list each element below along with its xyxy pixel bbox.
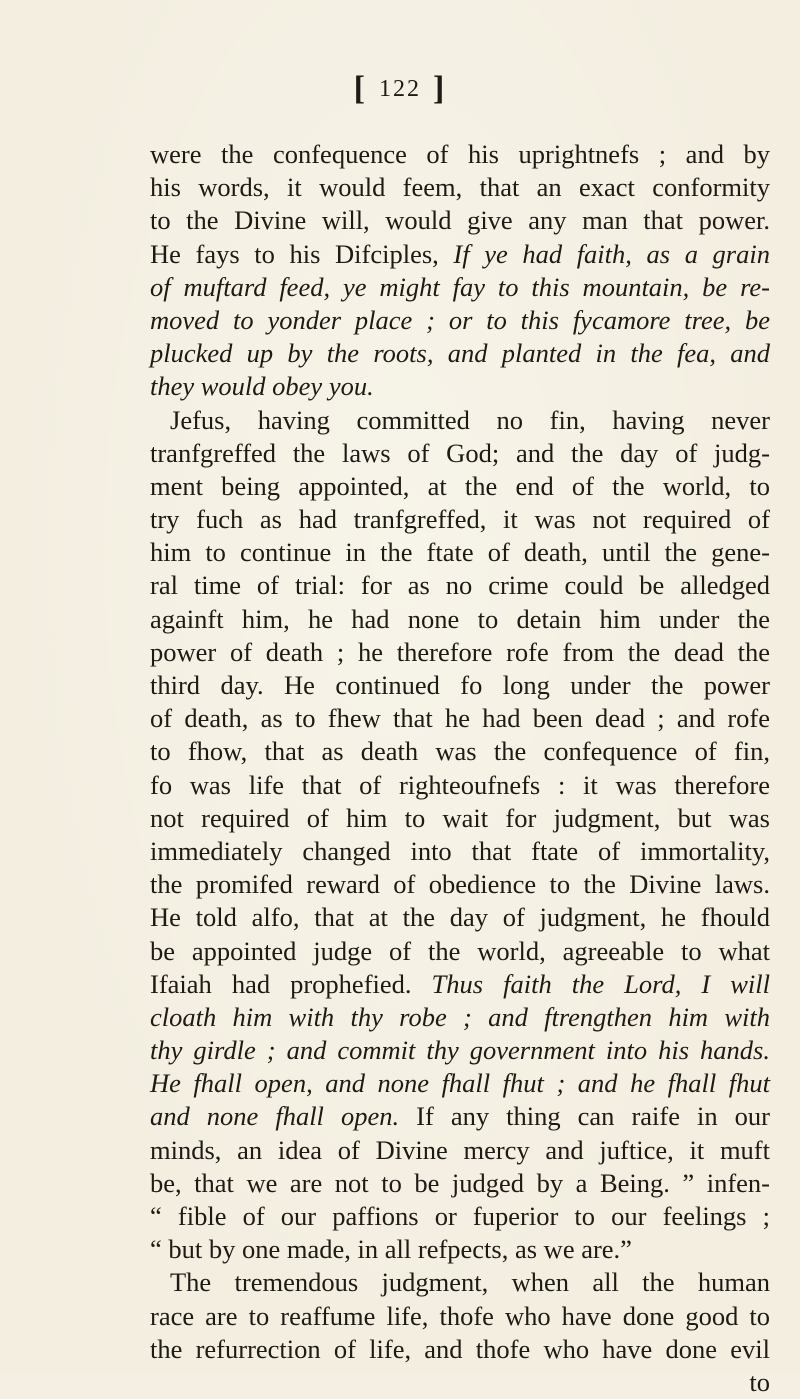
roman-text: Jefus, having committed no fin, having never xyxy=(170,404,770,435)
italic-text: Thus faith the Lord, I will xyxy=(431,968,770,999)
italic-text: moved to yonder place ; or to this fycamore tree, be xyxy=(150,304,770,335)
roman-text: try fuch as had tranfgreffed, it was not required of xyxy=(150,504,770,535)
roman-text: fo was life that of righteoufnefs : it was therefore xyxy=(150,769,770,800)
page-bracket-open: [ xyxy=(353,70,367,107)
roman-text: ral time of trial: for as no crime could be alledged xyxy=(150,570,770,601)
text-line xyxy=(150,901,770,934)
italic-text: thy girdle ; and commit thy government into his hands. xyxy=(150,1035,770,1066)
roman-text: If any thing can raife in our xyxy=(399,1101,770,1132)
italic-text: they would obey you. xyxy=(150,371,374,402)
roman-text: to the Divine will, would give any man that power. xyxy=(150,205,770,236)
text-line xyxy=(150,138,770,171)
roman-text: The tremendous judgment, when all the human xyxy=(170,1267,770,1298)
catchword: to xyxy=(749,1366,770,1397)
roman-text: ment being appointed, at the end of the world, to xyxy=(150,470,770,501)
roman-text: to fhow, that as death was the confequence of fin, xyxy=(150,736,770,767)
roman-text: be appointed judge of the world, agreeable to what xyxy=(150,935,770,966)
text-line xyxy=(150,769,770,802)
roman-text: Ifaiah had prophefied. xyxy=(150,968,432,999)
text-line xyxy=(150,1001,770,1034)
roman-text: “ but by one made, in all refpects, as we are.” xyxy=(150,1234,632,1265)
text-line xyxy=(150,735,770,768)
roman-text: the promifed reward of obedience to the Divine laws. xyxy=(150,869,770,900)
roman-text: immediately changed into that ftate of immortality, xyxy=(150,835,770,866)
text-line xyxy=(150,636,770,669)
roman-text: the refurrection of life, and thofe who have done evil xyxy=(150,1333,770,1364)
text-line xyxy=(150,1067,770,1100)
paragraph xyxy=(150,1266,770,1366)
text-line xyxy=(150,569,770,602)
italic-text: plucked up by the roots, and planted in the fea, and xyxy=(150,338,770,369)
roman-text: third day. He continued fo long under the power xyxy=(150,670,770,700)
roman-text: He fays to his Difciples, xyxy=(150,238,454,269)
text-line xyxy=(150,1134,770,1167)
italic-text: of muftard feed, ye might fay to this mountain, be re- xyxy=(150,271,770,302)
text-line xyxy=(150,868,770,901)
text-line xyxy=(150,935,770,968)
roman-text: him to continue in the ftate of death, until the gene- xyxy=(150,537,770,568)
roman-text: his words, it would feem, that an exact conformity xyxy=(150,172,770,203)
text-line xyxy=(150,470,770,503)
italic-text: If ye had faith, as a grain xyxy=(453,238,770,269)
text-line xyxy=(150,1167,770,1200)
text-line xyxy=(150,603,770,636)
text-line xyxy=(150,304,770,337)
roman-text: “ fible of our paffions or fuperior to our feelings ; xyxy=(150,1201,770,1231)
text-line xyxy=(150,1034,770,1067)
text-line xyxy=(150,1266,770,1299)
italic-text: and none fhall open. xyxy=(150,1101,400,1132)
text-line xyxy=(150,171,770,204)
paragraph xyxy=(150,138,770,404)
roman-text: not required of him to wait for judgment, but was xyxy=(150,802,770,833)
text-line xyxy=(150,437,770,470)
roman-text: were the confequence of his uprightnefs ; and by xyxy=(150,139,770,169)
text-line xyxy=(150,536,770,569)
page-number-value: 122 xyxy=(379,76,421,102)
text-line xyxy=(150,1200,770,1233)
text-line xyxy=(150,238,770,271)
roman-text: He told alfo, that at the day of judgment, he fhould xyxy=(150,902,770,933)
roman-text: againft him, he had none to detain him under the xyxy=(150,603,770,634)
roman-text: tranfgreffed the laws of God; and the day of judg- xyxy=(150,437,770,468)
text-line xyxy=(150,271,770,304)
text-line xyxy=(150,1300,770,1333)
page-number xyxy=(0,70,800,108)
text-line xyxy=(150,370,770,403)
body-text xyxy=(150,138,770,1399)
text-line xyxy=(150,1100,770,1133)
roman-text: minds, an idea of Divine mercy and juftice, it muft xyxy=(150,1134,770,1165)
text-line xyxy=(150,204,770,237)
roman-text: race are to reaffume life, thofe who have done good to xyxy=(150,1300,770,1331)
text-line xyxy=(150,669,770,702)
text-line xyxy=(150,337,770,370)
roman-text: be, that we are not to be judged by a Being. ” infen- xyxy=(150,1167,770,1198)
page-bracket-close: ] xyxy=(433,70,447,107)
text-line xyxy=(150,404,770,437)
roman-text: power of death ; he therefore rofe from the dead the xyxy=(150,636,770,667)
italic-text: cloath him with thy robe ; and ftrengthen him with xyxy=(150,1001,770,1032)
text-line xyxy=(150,802,770,835)
text-line xyxy=(150,1333,770,1366)
text-line xyxy=(150,835,770,868)
text-line xyxy=(150,503,770,536)
paragraph xyxy=(150,404,770,1267)
text-line xyxy=(150,1233,770,1266)
roman-text: of death, as to fhew that he had been dead ; and rofe xyxy=(150,703,770,734)
text-line xyxy=(150,702,770,735)
text-line xyxy=(150,968,770,1001)
italic-text: He fhall open, and none fhall fhut ; and he fhall fhut xyxy=(150,1068,770,1099)
